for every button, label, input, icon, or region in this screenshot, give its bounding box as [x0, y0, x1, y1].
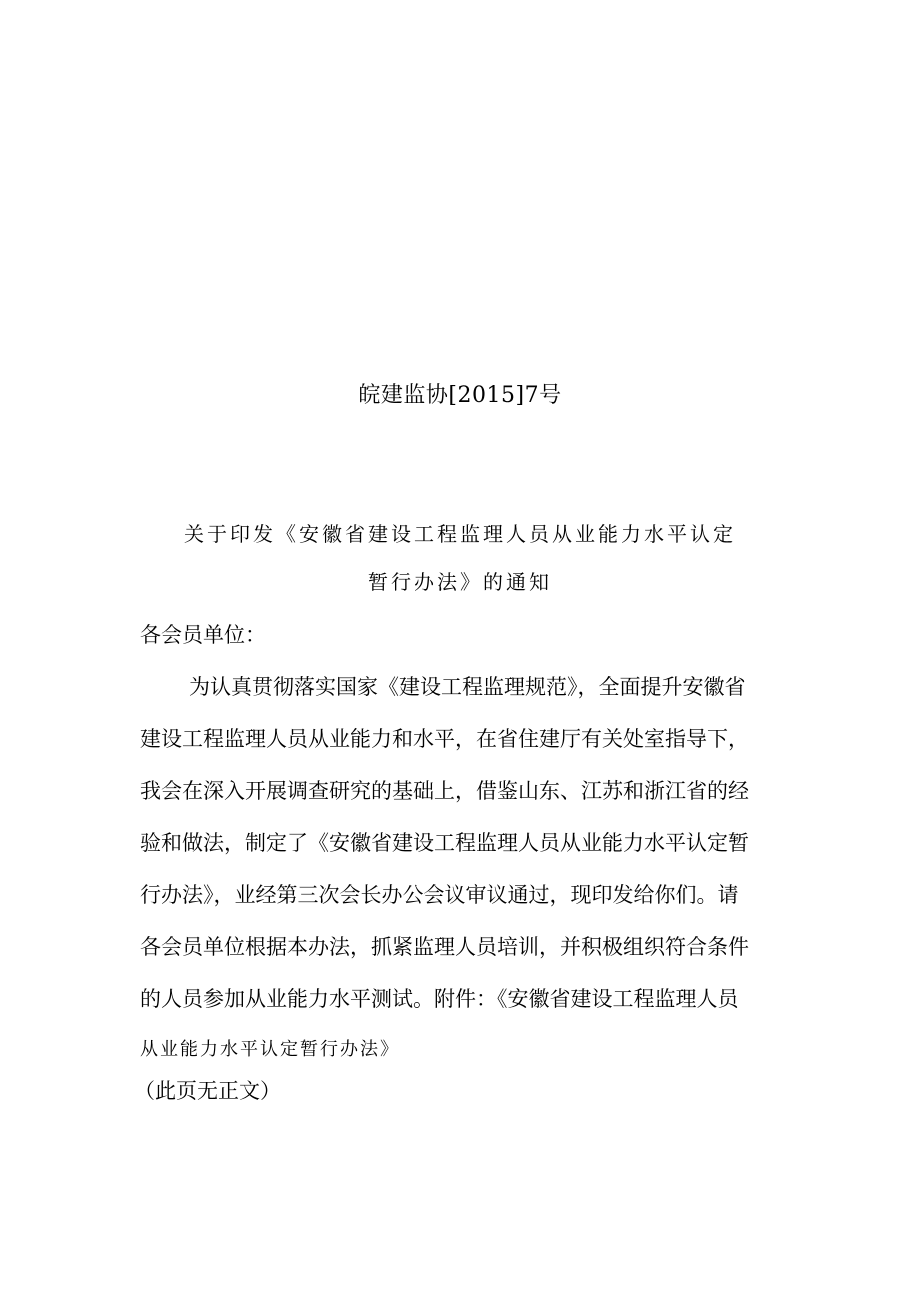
document-number: 皖建监协[2015]7号: [358, 383, 562, 408]
body-paragraph-line: 建设工程监理人员从业能力和水平，在省住建厅有关处室指导下，: [140, 727, 749, 751]
notice-title-line-2: 暂行办法》的通知: [368, 570, 552, 594]
salutation: 各会员单位：: [140, 623, 266, 647]
body-paragraph-line: 为认真贯彻落实国家《建设工程监理规范》，全面提升安徽省: [189, 675, 746, 699]
attachment-title-line: 从业能力水平认定暂行办法》: [140, 1039, 400, 1060]
body-paragraph-line: 的人员参加从业能力水平测试。附件：《安徽省建设工程监理人员: [140, 987, 739, 1011]
body-paragraph-line: 行办法》，业经第三次会长办公会议审议通过，现印发给你们。请: [140, 883, 739, 907]
body-paragraph-line: 各会员单位根据本办法，抓紧监理人员培训，并积极组织符合条件: [140, 935, 749, 959]
body-paragraph-line: 我会在深入开展调查研究的基础上，借鉴山东、江苏和浙江省的经: [140, 779, 749, 803]
body-paragraph-line: 验和做法，制定了《安徽省建设工程监理人员从业能力水平认定暂: [140, 831, 749, 855]
no-content-note: （此页无正文）: [134, 1079, 281, 1103]
notice-title-line-1: 关于印发《安徽省建设工程监理人员从业能力水平认定: [184, 522, 736, 546]
